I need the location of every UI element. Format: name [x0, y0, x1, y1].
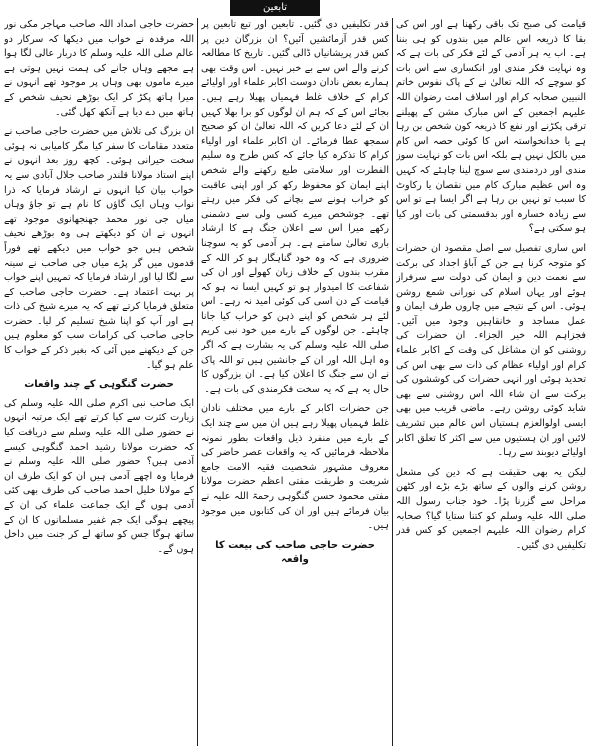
paragraph: حضرت حاجی امداد اللہ صاحب مہاجر مکی نور اللہ مرقدہ نے خواب میں دیکھا کہ سرکار دو عالم صلی اللہ علیہ وسلم کا دربار عالی لگا ہوا ہے مجھے وہاں جانے کی ہمت نہیں ہوتی ہے میرے ماموں بھی وہاں پر موجود تھے انہوں نے میرا ہاتھ پکڑ کر ایک بوڑھے نحیف شخص کے ہاتھ میں دے دیا ہے آنکھ کھل گئی۔ — [4, 19, 194, 118]
section-heading-badge: تابعین — [230, 0, 320, 16]
paragraph: قیامت کی صبح تک باقی رکھنا ہے اور اس کی بقا کا ذریعہ اس عالم میں بندوں کو ہی بننا ہے۔ اب یہ ہر آدمی کے لئے فکر کی بات ہے کہ وہ نہایت فکر مندی اور انکساری سے اس بات کو سوچے کہ اللہ تعالیٰ نے کے پاک نفوس خاتم النبیین صحابہ کرام اور اسلاف امت رضوان اللہ علیہم اجمعین کے اس مبارک مشن کے پھیلنے ترقی پکڑنے اور نفع کا ذریعہ کون شخص بن رہا ہے یا خدانخواستہ اس کا کوئی حصہ اس کام میں بالکل نہیں ہے بلکہ اس بات کو نہایت سوز مندی اور دردمندی سے سوچ لینا چاہئے کہ کہیں وہ اس عظیم مبارک کام میں نقصان یا رکاوٹ کا سبب تو نہیں بن رہا ہے اگر ایسا ہے تو اس سے زیادہ خسارہ اور بدقسمتی کی بات اور کیا ہو سکتی ہے؟ — [396, 19, 586, 235]
paragraph: ان بزرگ کی تلاش میں حضرت حاجی صاحب نے متعدد مقامات کا سفر کیا مگر کامیابی نہ ہوئی سخت حیرانی ہوئی۔ کچھ روز بعد انہوں نے اپنے استاد مولانا قلندر صاحب جلال آبادی سے یہ خواب بیان کیا انہوں نے ارشاد فرمایا کہ ذرا نواب وہاں ایک گاؤں کا نام ہے تو جاؤ وہاں میاں جی نور محمد جھنجھانوی موجود تھے انہوں نے ان کو دیکھتے ہی وہ بوڑھے نحیف شخص ہیں جو خواب میں دیکھے تھے فوراً قدموں میں گر پڑے میاں جی صاحب نے سینہ سے لگا لیا اور ارشاد فرمایا کہ تمہیں اپنے خواب پر بہت اعتماد ہے۔ حضرت حاجی صاحب کے متعلق فرمایا کرتے تھے کہ یہ میرے شیخ کی ذات ہے اور آپ کو اپنا شیخ تسلیم کر لیا۔ حضرت حاجی صاحب کی کرامات سب کو معلوم ہیں جن کے دیکھنے میں آئی کہ بغیر ذکر کے خواب کا علم ہو گیا۔ — [4, 126, 194, 371]
paragraph: جن حضرات اکابر کے بارے میں مختلف نادان غلط فہمیاں پھیلا رہے ہیں ان میں سے چند ایک کے بارے میں منفرد ذیل واقعات بطور نمونہ ملاحظہ فرمائیں کہ یہ واقعات عصر حاضر کی معروف مشہور شخصیت فقیہ الامت جامع شریعت و طریقت مفتی اعظم حضرت مولانا مفتی محمود حسن گنگوہی رحمۃ اللہ علیہ نے بیان فرمائے ہیں اور ان کی کتابوں میں موجود ہیں۔ — [201, 403, 389, 532]
column-divider — [197, 18, 198, 746]
subheading: حضرت حاجی صاحب کی بیعت کا واقعہ — [215, 539, 375, 566]
column-right — [396, 18, 586, 746]
column-middle — [201, 18, 389, 746]
subheading: حضرت گنگوہی کے چند واقعات — [24, 379, 174, 391]
paragraph: لیکن یہ بھی حقیقت ہے کہ دین کی مشعل روشن کرنے والوں کے ساتھ بڑے بڑے اور کٹھن مراحل سے گزرنا پڑا۔ خود جناب رسول اللہ صلی اللہ علیہ وسلم کو کتنا ستایا گیا؟ صحابہ کرام رضوان اللہ علیہم اجمعین کو کس قدر تکلیفیں دی گئیں۔ — [396, 466, 586, 551]
paragraph: ایک صاحب نبی اکرم صلی اللہ علیہ وسلم کی زیارت کثرت سے کیا کرتے تھے ایک مرتبہ انہوں نے حضور صلی اللہ علیہ وسلم سے دریافت کیا کہ حضرت مولانا رشید احمد گنگوہی کیسے آدمی ہیں؟ حضور صلی اللہ علیہ وسلم نے فرمایا وہ اچھے آدمی ہیں ان کو ایک طرف ان کے مولانا خلیل احمد صاحب کی طرف بھی کئی آدمی ہوں گے ایک جماعت علماء کی ان کے پیچھے ہوگی ایک جم غفیر مسلمانوں کا ان کے ساتھ ہوگا جس کو ساتھ لے کر جنت میں داخل ہوں گے۔ — [4, 397, 194, 555]
column-left — [4, 18, 194, 746]
paragraph: قدر تکلیفیں دی گئیں۔ تابعین اور تبع تابعین پر کس قدر آزمائشیں آئیں؟ ان بزرگان دین پر کس قدر پریشانیاں ڈالی گئیں۔ تاریخ کا مطالعہ کرنے والے اس سے بے خبر نہیں۔ اس وقت بھی ہمارے بعض نادان دوست اکابر علماء اور اولیائے کرام کے خلاف غلط فہمیاں پھیلا رہے ہیں۔ بجائے اس کے کہ ہم ان لوگوں کو برا بھلا کہیں ان کے لئے دعا کریں کہ اللہ تعالیٰ ان کو صحیح سمجھ عطا فرمائے۔ ان اکابر علماء اور اولیاء کرام کا تذکرہ کیا جائے کہ کس طرح وہ سلیم الفطرت اور سلامتی طبع رکھنے والے شخص اپنے ایمان کو محفوظ رکھ کر اور اپنی عاقبت کو خراب ہونے سے بچانے کی فکر میں رہتے تھے۔ جوشخص میرے کسی ولی سے دشمنی رکھے میرا اس سے اعلان جنگ ہے کا ارشاد باری تعالیٰ سامنے ہے۔ ہر آدمی کو یہ سوچنا ضروری ہے کہ وہ خود گناہگار ہو کر اللہ کے مقرب بندوں کے خلاف زبان کھولے اور ان کی شفاعت کا امیدوار ہو تو کہیں ایسا نہ ہو کہ قیامت کے دن اسی کی کوئی امید نہ رہے۔ اس لئے ہر شخص کو اپنے ذہن کو خراب کیا جانا چاہئے۔ جن لوگوں کے بارے میں خود نبی کریم صلی اللہ علیہ وسلم کی یہ بشارت ہے کہ اگر وہ اہل اللہ اور ان کے جانشین ہیں تو اللہ پاک نے ان سے جنگ کا اعلان کیا ہے۔ ان بزرگوں کا حال یہ ہے کہ یہ سخت فکرمندی کی بات ہے۔ — [201, 19, 389, 395]
paragraph: اس ساری تفصیل سے اصل مقصود ان حضرات کو متوجہ کرنا ہے جن کے آباؤ اجداد کی برکت سے نعمت دین و ایمان کی دولت سے سرفراز ہوئے اور یہاں اسلام کی نورانی شمع روشن ہوئی۔ اس کے نتیجے میں چاروں طرف ایمان و عمل مساجد و خانقاہیں وجود میں آئیں۔ فجزاہم اللہ خیر الجزاء۔ ان حضرات کی روشنی کو ان مشاغل کی وقت کے اکابر علماء کرام اور اولیاء عظام کی ذات سے بھی اس کی تحدید ہوئی اور انہی حضرات کی کوششوں کی برکت سے ان شاء اللہ اس روشنی سے بھی شاید کوئی روشن رہے۔ ماضی قریب میں بھی ایسی اولوالعزم ہستیاں اس عالم میں تشریف لائیں اور ان ہستیوں میں سے اکثر کا تعلق اکابر اولیائے دیوبند سے رہا۔ — [396, 242, 586, 459]
column-divider — [392, 18, 393, 746]
